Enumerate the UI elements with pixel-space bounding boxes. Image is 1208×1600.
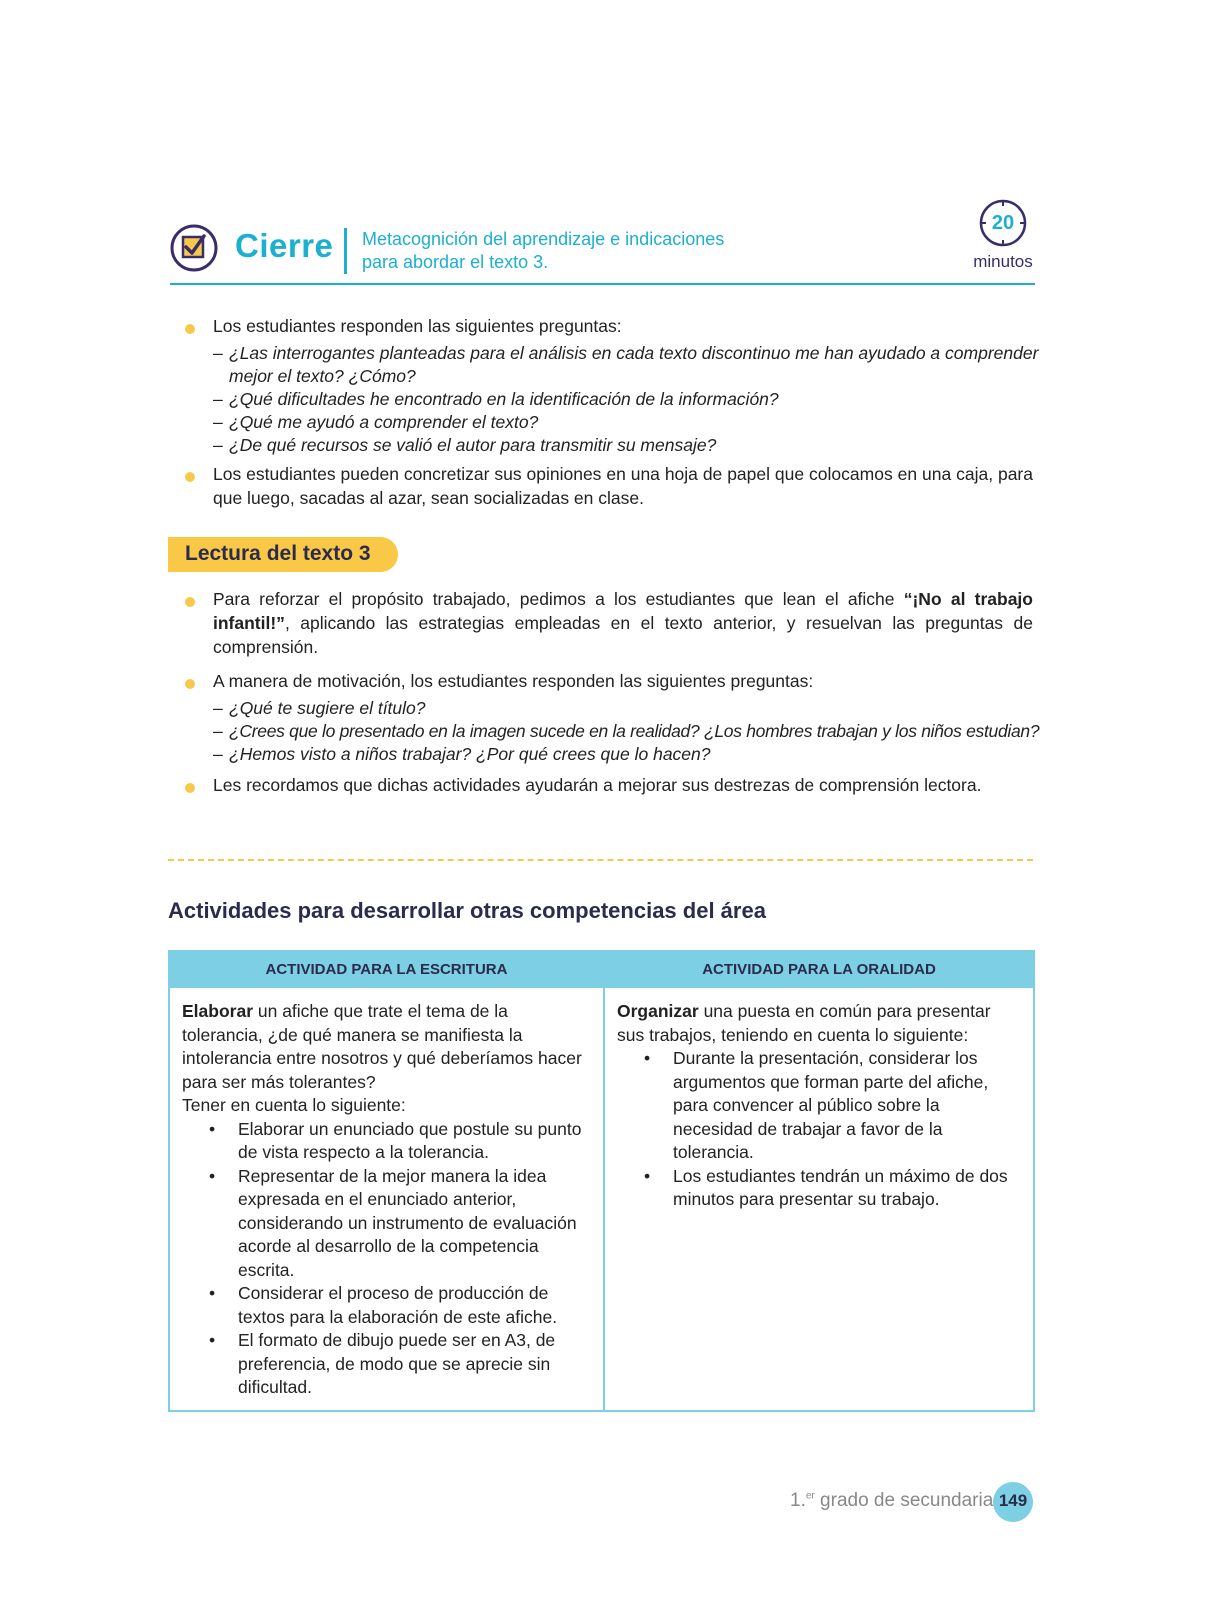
question-text: ¿Hemos visto a niños trabajar? ¿Por qué crees que lo hacen? bbox=[229, 744, 711, 764]
lectura-question-3: – ¿Hemos visto a niños trabajar? ¿Por qué crees que lo hacen? bbox=[213, 743, 1043, 766]
bullet-icon bbox=[185, 783, 195, 793]
list-item: • Considerar el proceso de producción de textos para la elaboración de este afiche. bbox=[182, 1282, 582, 1329]
lectura-item-1 bbox=[213, 587, 1033, 659]
section-subtitle bbox=[362, 228, 782, 274]
lead-text: un afiche que trate el tema de la tolerancia, ¿de qué manera se manifiesta la intolerancia entre nosotros y qué deberíamos hacer para ser más tolerantes? bbox=[182, 1001, 582, 1092]
lectura-question-1: – ¿Qué te sugiere el título? bbox=[213, 697, 1043, 720]
poster-title: “¡No al trabajo infantil!” bbox=[213, 589, 1033, 633]
bullet-icon bbox=[185, 324, 195, 334]
escritura-bullets bbox=[182, 1118, 582, 1400]
cierre-question-2: – ¿Qué dificultades he encontrado en la identificación de la información? bbox=[213, 388, 1043, 411]
section-title: Cierre bbox=[235, 227, 334, 264]
grade-number: 1. bbox=[790, 1490, 806, 1511]
escritura-note: Tener en cuenta lo siguiente: bbox=[182, 1095, 406, 1115]
page-number: 149 bbox=[998, 1491, 1028, 1510]
column-divider bbox=[603, 952, 605, 1410]
question-text: ¿Crees que lo presentado en la imagen sucede en la realidad? ¿Los hombres trabajan y los niños estudian? bbox=[229, 721, 1040, 741]
cierre-question-4: – ¿De qué recursos se valió el autor para transmitir su mensaje? bbox=[213, 434, 1043, 457]
oralidad-lead bbox=[617, 1000, 1022, 1047]
lectura-question-2: – ¿Crees que lo presentado en la imagen sucede en la realidad? ¿Los hombres trabajan y los niños estudian? bbox=[213, 720, 1043, 743]
checkbox-icon bbox=[170, 224, 218, 272]
escritura-lead bbox=[182, 1000, 582, 1094]
lectura-title: Lectura del texto 3 bbox=[185, 542, 371, 565]
question-text: ¿Qué dificultades he encontrado en la identificación de la información? bbox=[229, 389, 779, 409]
header-rule bbox=[170, 283, 1035, 285]
text-run: Para reforzar el propósito trabajado, pedimos a los estudiantes que lean el afiche bbox=[213, 589, 904, 609]
oralidad-bullets bbox=[617, 1047, 1022, 1212]
column-header-escritura: ACTIVIDAD PARA LA ESCRITURA bbox=[170, 952, 603, 988]
question-text: ¿Las interrogantes planteadas para el análisis en cada texto discontinuo me han ayudado a comprender bbox=[229, 343, 1039, 363]
dashed-divider bbox=[168, 859, 1033, 861]
grade-text: grado de secundaria bbox=[814, 1490, 994, 1511]
lead-text: una puesta en común para presentar sus trabajos, teniendo en cuenta lo siguiente: bbox=[617, 1001, 991, 1045]
timer-value: 20 bbox=[991, 212, 1015, 234]
list-item: • Los estudiantes tendrán un máximo de dos minutos para presentar su trabajo. bbox=[617, 1165, 1022, 1212]
list-item: • Durante la presentación, considerar los argumentos que forman parte del afiche, para convencer al público sobre la necesidad de trabajar a favor de la tolerancia. bbox=[617, 1047, 1022, 1165]
header-divider bbox=[344, 228, 347, 274]
question-text: ¿Qué te sugiere el título? bbox=[229, 698, 426, 718]
activities-heading: Actividades para desarrollar otras competencias del área bbox=[168, 898, 766, 923]
grade-superscript: er bbox=[805, 1490, 815, 1502]
activities-table bbox=[168, 950, 1035, 1412]
timer-label: minutos bbox=[973, 252, 1033, 271]
lectura-item-2: A manera de motivación, los estudiantes responden las siguientes preguntas: bbox=[213, 671, 814, 691]
cierre-question-3: – ¿Qué me ayudó a comprender el texto? bbox=[213, 411, 1043, 434]
subtitle-line-2: para abordar el texto 3. bbox=[362, 252, 549, 272]
cierre-question-1: – ¿Las interrogantes planteadas para el análisis en cada texto discontinuo me han ayudado a comprender bbox=[213, 342, 1043, 365]
question-text: ¿De qué recursos se valió el autor para transmitir su mensaje? bbox=[229, 435, 717, 455]
cell-escritura bbox=[182, 1000, 582, 1400]
text-run: , aplicando las estrategias empleadas en el texto anterior, y resuelvan las preguntas de comprensión. bbox=[213, 613, 1033, 657]
cierre-question-1-cont bbox=[213, 365, 1043, 388]
question-text: ¿Qué me ayudó a comprender el texto? bbox=[229, 412, 539, 432]
cierre-item-1: Los estudiantes responden las siguientes preguntas: bbox=[213, 316, 622, 336]
lectura-item-3: Les recordamos que dichas actividades ayudarán a mejorar sus destrezas de comprensión lectora. bbox=[213, 775, 982, 795]
footer-grade bbox=[790, 1490, 993, 1512]
bullet-icon bbox=[185, 679, 195, 689]
bullet-icon bbox=[185, 597, 195, 607]
cell-oralidad bbox=[617, 1000, 1022, 1212]
list-item: • Representar de la mejor manera la idea expresada en el enunciado anterior, considerando un instrumento de evaluación acorde al desarrollo de la competencia escrita. bbox=[182, 1165, 582, 1283]
subtitle-line-1: Metacognición del aprendizaje e indicaciones bbox=[362, 229, 725, 249]
list-item: • Elaborar un enunciado que postule su punto de vista respecto a la tolerancia. bbox=[182, 1118, 582, 1165]
lead-verb: Elaborar bbox=[182, 1001, 253, 1021]
list-item: • El formato de dibujo puede ser en A3, de preferencia, de modo que se aprecie sin dificultad. bbox=[182, 1329, 582, 1400]
cierre-item-2: Los estudiantes pueden concretizar sus opiniones en una hoja de papel que colocamos en una caja, para que luego, sacadas al azar, sean socializadas en clase. bbox=[213, 464, 1033, 508]
lead-verb: Organizar bbox=[617, 1001, 699, 1021]
column-header-oralidad: ACTIVIDAD PARA LA ORALIDAD bbox=[605, 952, 1033, 988]
question-text: mejor el texto? ¿Cómo? bbox=[229, 366, 416, 386]
bullet-icon bbox=[185, 472, 195, 482]
